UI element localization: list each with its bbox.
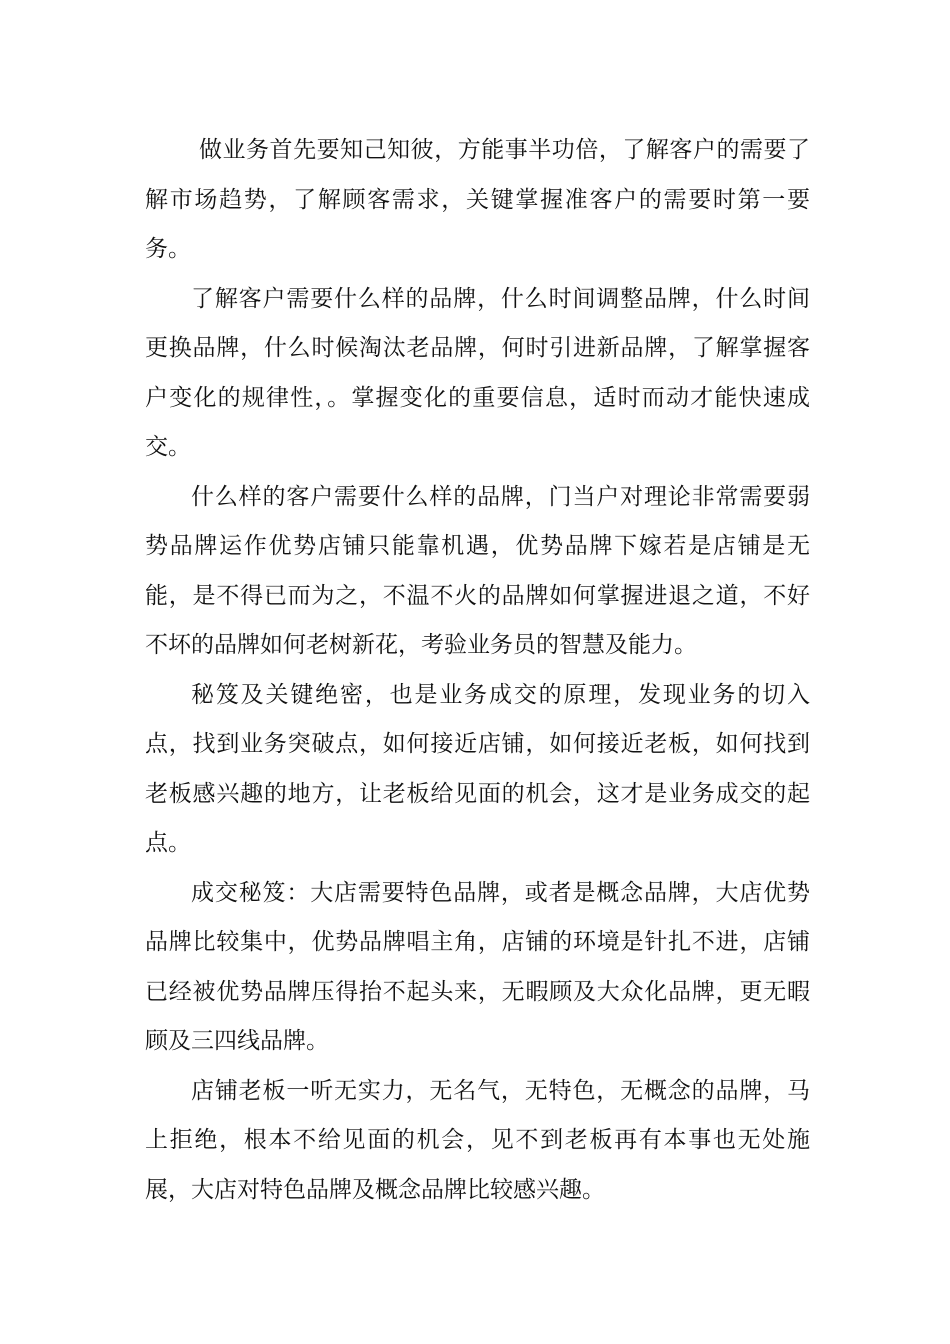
paragraph-2: 了解客户需要什么样的品牌，什么时间调整品牌，什么时间更换品牌，什么时候淘汰老品牌，何时引进新品牌，了解掌握客户变化的规律性，。掌握变化的重要信息，适时而动才能快速成交。 bbox=[145, 285, 810, 460]
document-body bbox=[145, 126, 810, 1215]
paragraph-1: 做业务首先要知己知彼，方能事半功倍，了解客户的需要了解市场趋势，了解顾客需求，关键掌握准客户的需要时第一要务。 bbox=[145, 137, 810, 262]
paragraph-5: 成交秘笈：大店需要特色品牌，或者是概念品牌，大店优势品牌比较集中，优势品牌唱主角，店铺的环境是针扎不进，店铺已经被优势品牌压得抬不起头来，无暇顾及大众化品牌，更无暇顾及三四线品牌。 bbox=[145, 879, 810, 1054]
paragraph-4: 秘笈及关键绝密，也是业务成交的原理，发现业务的切入点，找到业务突破点，如何接近店铺，如何接近老板，如何找到老板感兴趣的地方，让老板给见面的机会，这才是业务成交的起点。 bbox=[145, 681, 810, 856]
paragraph-6: 店铺老板一听无实力，无名气，无特色，无概念的品牌，马上拒绝，根本不给见面的机会，见不到老板再有本事也无处施展，大店对特色品牌及概念品牌比较感兴趣。 bbox=[145, 1077, 810, 1203]
paragraph-3: 什么样的客户需要什么样的品牌，门当户对理论非常需要弱势品牌运作优势店铺只能靠机遇，优势品牌下嫁若是店铺是无能，是不得已而为之，不温不火的品牌如何掌握进退之道，不好不坏的品牌如何老树新花，考验业务员的智慧及能力。 bbox=[145, 483, 810, 658]
